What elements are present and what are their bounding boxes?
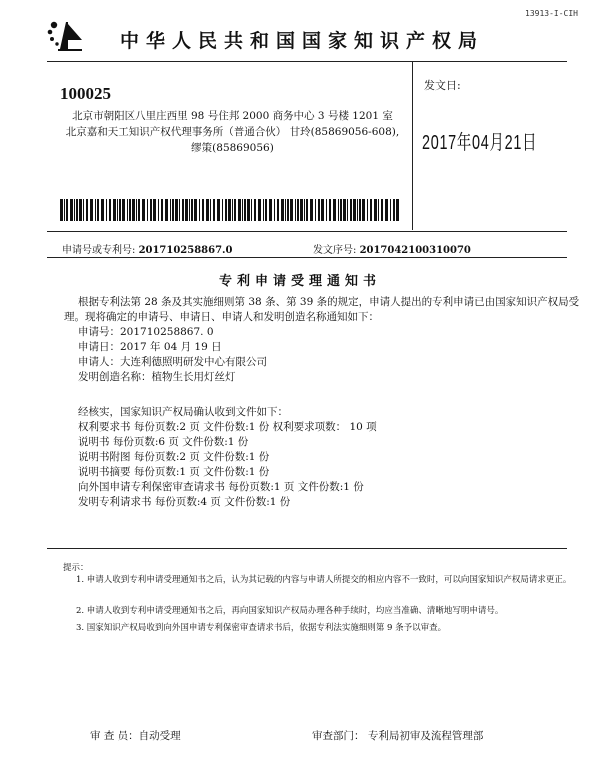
numbers-divider-top — [47, 231, 567, 232]
notice-title: 专利申请受理通知书 — [218, 274, 381, 289]
document-item: 说明书 每份页数:6 页 文件份数:1 份 — [78, 436, 249, 448]
application-fields — [78, 325, 267, 385]
address-line: 缪策(85869056) — [191, 142, 274, 154]
examiner: 审 查 员：自动受理 — [90, 730, 181, 742]
field-applicant: 申请人：大连利德照明研发中心有限公司 — [78, 356, 267, 368]
numbers-divider-bottom — [47, 257, 567, 258]
tip-item: 2. 申请人收到专利申请受理通知书之后，再向国家知识产权局办理各种手续时，均应当准确、清晰地写明申请号。 — [76, 606, 504, 616]
field-invention-title: 发明创造名称：植物生长用灯丝灯 — [78, 371, 236, 383]
office-logo-icon — [44, 16, 84, 52]
postcode: 100025 — [60, 84, 111, 103]
address-line: 北京市朝阳区八里庄西里 98 号住邦 2000 商务中心 3 号楼 1201 室 — [72, 110, 393, 122]
barcode — [60, 199, 402, 221]
document-code: 13913-I-CIH — [525, 9, 578, 18]
address-line: 北京嘉和天工知识产权代理事务所（普通合伙） 甘玲(85869056-608), — [65, 126, 400, 138]
tip-item: 1. 申请人收到专利申请受理通知书之后，认为其记载的内容与申请人所提交的相应内容不一致时，可以向国家知识产权局请求更正。 — [76, 575, 572, 585]
application-number — [62, 241, 233, 256]
examining-department: 审查部门： 专利局初审及流程管理部 — [312, 730, 484, 742]
send-date-label: 发文日: — [424, 79, 461, 92]
document-item: 说明书摘要 每份页数:1 页 文件份数:1 份 — [78, 466, 270, 478]
document-item: 说明书附图 每份页数:2 页 文件份数:1 份 — [78, 451, 270, 463]
vertical-divider — [412, 62, 413, 230]
tips-divider — [47, 548, 567, 549]
field-filing-date: 申请日：2017 年 04 月 19 日 — [78, 341, 222, 353]
application-number-value: 201710258867.0 — [138, 245, 233, 256]
send-serial-label: 发文序号: — [313, 245, 357, 256]
send-date: 2017年04月21日 — [422, 132, 538, 154]
tips-label: 提示： — [63, 563, 89, 573]
document-item: 发明专利请求书 每份页数:4 页 文件份数:1 份 — [78, 496, 291, 508]
send-serial-number — [313, 241, 471, 256]
document-item: 权利要求书 每份页数:2 页 文件份数:1 份 权利要求项数： 10 项 — [78, 421, 377, 433]
field-application-number: 申请号：201710258867. 0 — [78, 326, 214, 338]
intro-paragraph: 根据专利法第 28 条及其实施细则第 38 条、第 39 条的规定，申请人提出的专利申请已由国家知识产权局受理。现将确定的申请号、申请日、申请人和发明创造名称通知如下： — [64, 296, 580, 323]
send-serial-value: 2017042100310070 — [359, 245, 471, 256]
document-item: 向外国申请专利保密审查请求书 每份页数:1 页 文件份数:1 份 — [78, 481, 364, 493]
documents-list — [78, 420, 377, 510]
recipient-address — [60, 108, 405, 156]
tip-item: 3. 国家知识产权局收到向外国申请专利保密审查请求书后，依据专利法实施细则第 9 条予以审查。 — [76, 623, 447, 633]
verify-intro: 经核实，国家知识产权局确认收到文件如下： — [78, 406, 288, 418]
header-divider — [47, 61, 567, 62]
application-number-label: 申请号或专利号: — [62, 245, 136, 256]
office-name: 中华人民共和国国家知识产权局 — [120, 30, 485, 52]
